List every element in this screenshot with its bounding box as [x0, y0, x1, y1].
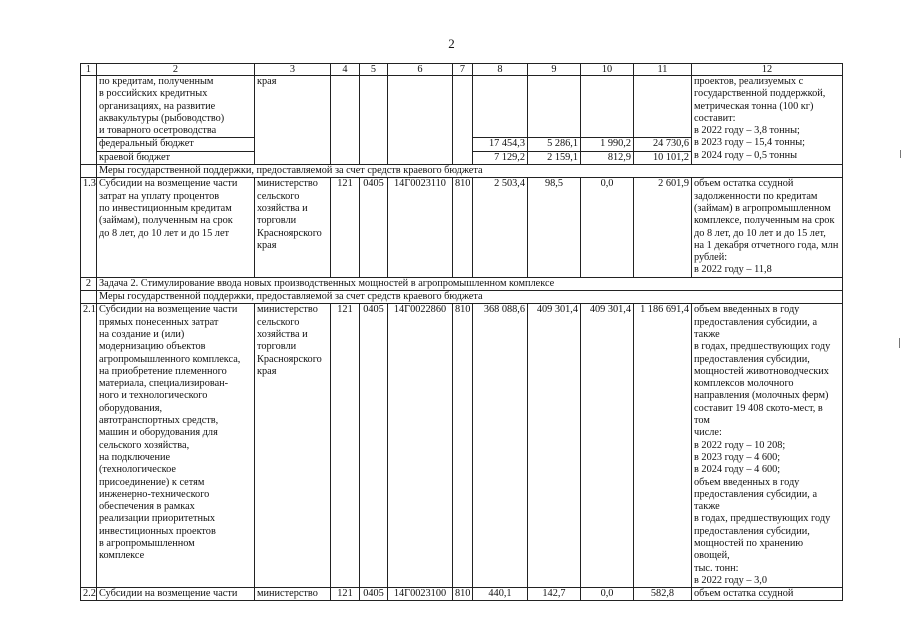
scan-margin-mark: [899, 338, 900, 348]
table-row-measures-heading: [81, 291, 843, 304]
measures-heading: Меры государственной поддержки, предоставляемой за счет средств краевого бюджета: [97, 291, 843, 304]
vr-cell: 810: [453, 304, 473, 588]
table-row-2-1: [81, 304, 843, 588]
executor-cell: министерство: [255, 588, 331, 601]
program-table: [80, 63, 843, 601]
measure-name-cell: Субсидии на возмещение части прямых понесенных затрат на создание и (или) модернизацию объектов агропромышленного комплекса, на приобретение племенного материала, специализирован- ного и технологического оборудования, автотранспортных средств, машин и оборудования для сельского хозяйства, на подключение (технологическое присоединение) к сетям инженерно-технического обеспечения в рамках реализации приоритетных инвестиционных проектов в агропромышленном комплексе: [97, 304, 255, 588]
value-2022: 17 454,3: [473, 138, 528, 151]
value-total: 1 186 691,4: [634, 304, 692, 588]
indicator-cell: проектов, реализуемых с государственной поддержкой, метрическая тонна (100 кг) составит: в 2022 году – 3,8 тонны; в 2023 году – 15,4 тонны; в 2024 году – 0,5 тонны: [692, 76, 843, 165]
header-cell: 7: [453, 64, 473, 76]
task-heading: Задача 2. Стимулирование ввода новых производственных мощностей в агропромышленном комплексе: [97, 277, 843, 290]
value-2022: 440,1: [473, 588, 528, 601]
table-row-1-3: [81, 178, 843, 277]
indicator-cell: объем остатка ссудной: [692, 588, 843, 601]
vr-cell: 810: [453, 178, 473, 277]
executor-cell: министерство сельского хозяйства и торговли Красноярского края: [255, 178, 331, 277]
value-total: 582,8: [634, 588, 692, 601]
value-2024: 0,0: [581, 588, 634, 601]
table-row-task-2: [81, 277, 843, 290]
value-total: 10 101,2: [634, 151, 692, 164]
grbs-cell: 121: [331, 588, 360, 601]
value-2023: 98,5: [528, 178, 581, 277]
executor-cell: министерство сельского хозяйства и торговли Красноярского края: [255, 304, 331, 588]
value-2023: 142,7: [528, 588, 581, 601]
value-2022: 2 503,4: [473, 178, 528, 277]
header-cell: 12: [692, 64, 843, 76]
header-cell: 5: [360, 64, 388, 76]
measures-heading: Меры государственной поддержки, предоставляемой за счет средств краевого бюджета: [97, 165, 843, 178]
value-2022: 368 088,6: [473, 304, 528, 588]
rzpr-cell: 0405: [360, 588, 388, 601]
table-row-continuation: [81, 76, 843, 138]
measure-name-cell: Субсидии на возмещение части затрат на уплату процентов по инвестиционным кредитам (займам), полученным на срок до 8 лет, до 10 лет и до 15 лет: [97, 178, 255, 277]
header-cell: 1: [81, 64, 97, 76]
value-2024: 1 990,2: [581, 138, 634, 151]
measure-name-cell: Субсидии на возмещение части: [97, 588, 255, 601]
row-number: 1.3: [81, 178, 97, 277]
value-2022: 7 129,2: [473, 151, 528, 164]
rzpr-cell: 0405: [360, 304, 388, 588]
page-number: 2: [448, 36, 455, 51]
value-2023: 409 301,4: [528, 304, 581, 588]
table-row-2-2: [81, 588, 843, 601]
value-total: 2 601,9: [634, 178, 692, 277]
header-cell: 10: [581, 64, 634, 76]
measure-name-cell: по кредитам, полученным в российских кредитных организациях, на развитие аквакультуры (рыбоводство) и товарного осетроводства: [97, 76, 255, 138]
executor-cell: края: [255, 76, 331, 165]
header-cell: 8: [473, 64, 528, 76]
header-cell: 9: [528, 64, 581, 76]
value-2023: 5 286,1: [528, 138, 581, 151]
vr-cell: 810: [453, 588, 473, 601]
csr-cell: 14Г0023110: [388, 178, 453, 277]
value-2024: 812,9: [581, 151, 634, 164]
row-number: 2.1: [81, 304, 97, 588]
grbs-cell: 121: [331, 304, 360, 588]
value-2024: 0,0: [581, 178, 634, 277]
header-cell: 4: [331, 64, 360, 76]
value-2024: 409 301,4: [581, 304, 634, 588]
budget-label: краевой бюджет: [97, 151, 255, 164]
indicator-cell: объем введенных в году предоставления субсидии, а также в годах, предшествующих году предоставления субсидии, мощностей животноводческих комплексов молочного направления (молочных ферм) составит 19 408 ското-мест, в том числе: в 2022 году – 10 208; в 2023 году – 4 600; в 2024 году – 4 600; объем введенных в году предоставления субсидии, а также в годах, предшествующих году предоставления субсидии, мощностей по хранению овощей, тыс. тонн: в 2022 году – 3,0: [692, 304, 843, 588]
header-cell: 6: [388, 64, 453, 76]
header-cell: 11: [634, 64, 692, 76]
grbs-cell: 121: [331, 178, 360, 277]
scan-margin-mark: [900, 150, 901, 158]
table-row-measures-heading: [81, 165, 843, 178]
row-number: 2: [81, 277, 97, 290]
header-cell: 2: [97, 64, 255, 76]
value-total: 24 730,6: [634, 138, 692, 151]
indicator-cell: объем остатка ссудной задолженности по кредитам (займам) в агропромышленном комплексе, полученным на срок до 8 лет, до 10 лет и до 15 лет, на 1 декабря отчетного года, млн рублей: в 2022 году – 11,8: [692, 178, 843, 277]
header-row: [81, 64, 843, 76]
header-cell: 3: [255, 64, 331, 76]
row-number: 2.2: [81, 588, 97, 601]
rzpr-cell: 0405: [360, 178, 388, 277]
budget-label: федеральный бюджет: [97, 138, 255, 151]
csr-cell: 14Г0022860: [388, 304, 453, 588]
value-2023: 2 159,1: [528, 151, 581, 164]
csr-cell: 14Г0023100: [388, 588, 453, 601]
